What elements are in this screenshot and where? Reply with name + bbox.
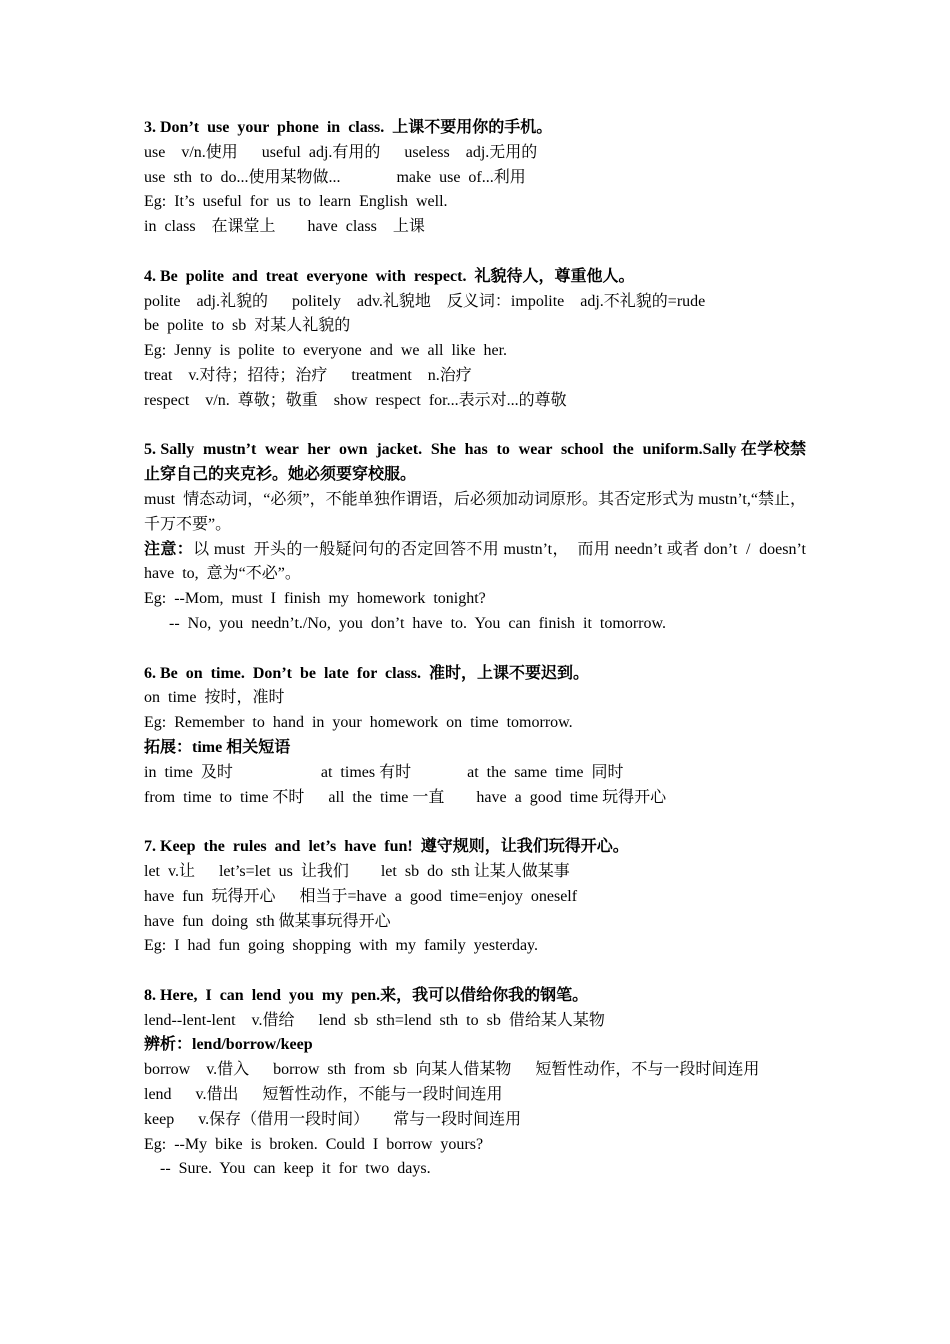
extension-heading: 拓展：time 相关短语 [144,738,291,756]
section-heading: 5. Sally mustn’t wear her own jacket. She has to wear school the uniform.Sally 在学校禁止穿自己的夹克衫。她必须要穿校服。 [144,441,806,484]
note-paragraph [144,538,814,588]
note-label: 注意： [144,540,194,558]
example-line: Eg: I had fun going shopping with my family yesterday. [144,937,539,955]
text-line: have fun doing sth 做某事玩得开心 [144,912,391,930]
section-heading: 3. Don’t use your phone in class. 上课不要用你的手机。 [144,119,553,136]
text-line: lend--lent-lent v.借给 lend sb sth=lend sth to sb 借给某人某物 [144,1011,605,1029]
comparison-heading: 辨析：lend/borrow/keep [144,1036,313,1054]
section-heading: 4. Be polite and treat everyone with respect. 礼貌待人，尊重他人。 [144,267,635,285]
text-line: respect v/n. 尊敬；敬重 show respect for...表示对...的尊敬 [144,391,567,409]
text-line: polite adj.礼貌的 politely adv.礼貌地 反义词：impolite adj.不礼貌的=rude [144,292,706,310]
example-answer: -- Sure. You can keep it for two days. [160,1160,431,1178]
document-content [144,116,814,1207]
text-line: have fun 玩得开心 相当于=have a good time=enjoy oneself [144,887,578,905]
section-3 [144,116,806,240]
text-line: treat v.对待；招待；治疗 treatment n.治疗 [144,366,472,384]
section-4 [144,265,806,414]
text-paragraph: must 情态动词，“必须”，不能单独作谓语，后必须加动词原形。其否定形式为 mustn’t,“禁止，千万不要”。 [144,490,806,533]
example-question: Eg: --Mom, must I finish my homework tonight? [144,590,486,608]
text-line: let v.让 let’s=let us 让我们 let sb do sth 让某人做某事 [144,862,570,880]
text-line: on time 按时，准时 [144,689,285,707]
section-heading: 7. Keep the rules and let’s have fun! 遵守规则，让我们玩得开心。 [144,838,629,856]
text-line: in class 在课堂上 have class 上课 [144,218,425,236]
text-line: be polite to sb 对某人礼貌的 [144,317,351,335]
section-7 [144,835,806,959]
section-5 [144,438,814,636]
section-8 [144,984,806,1182]
text-line: in time 及时 at times 有时 at the same time 同时 [144,763,624,781]
example-question: Eg: --My bike is broken. Could I borrow yours? [144,1135,484,1153]
example-line: Eg: Remember to hand in your homework on time tomorrow. [144,714,573,732]
section-heading: 6. Be on time. Don’t be late for class. 准时，上课不要迟到。 [144,664,590,682]
text-line: use sth to do...使用某物做... make use of...利用 [144,168,526,186]
text-line: use v/n.使用 useful adj.有用的 useless adj.无用的 [144,143,538,161]
example-answer: -- No, you needn’t./No, you don’t have to. You can finish it tomorrow. [169,614,666,632]
example-line: Eg: Jenny is polite to everyone and we all like her. [144,342,508,360]
text-line: from time to time 不时 all the time 一直 have a good time 玩得开心 [144,788,667,806]
lend-line: lend v.借出 短暂性动作，不能与一段时间连用 [144,1086,503,1104]
section-6 [144,662,806,811]
borrow-line: borrow v.借入 borrow sth from sb 向某人借某物 短暂性动作，不与一段时间连用 [144,1061,760,1079]
example-line: Eg: It’s useful for us to learn English well. [144,193,448,211]
note-text: 以 must 开头的一般疑问句的否定回答不用 mustn’t， 而用 needn’t 或者 don’t / doesn’t have to, 意为“不必”。 [144,540,814,583]
keep-line: keep v.保存（借用一段时间） 常与一段时间连用 [144,1110,522,1128]
section-heading: 8. Here, I can lend you my pen.来，我可以借给你我的钢笔。 [144,986,589,1004]
